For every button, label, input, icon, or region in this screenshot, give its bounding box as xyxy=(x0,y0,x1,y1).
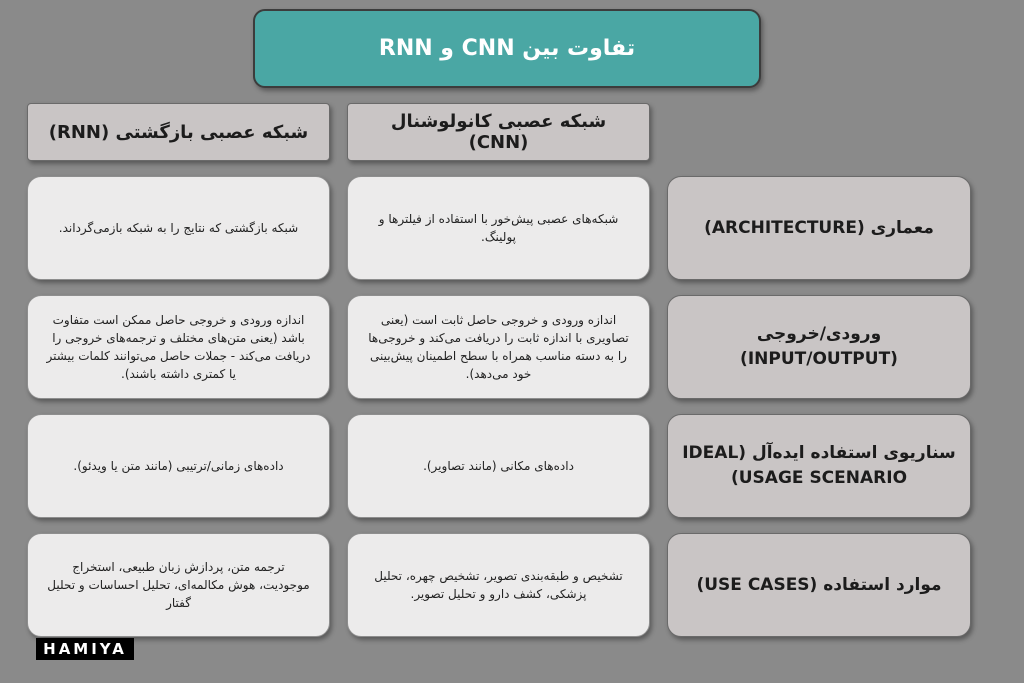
page-title: تفاوت بین CNN و RNN xyxy=(253,9,761,88)
cell-cnn-architecture: شبکه‌های عصبی پیش‌خور با استفاده از فیلترها و پولینگ. xyxy=(347,176,650,280)
column-header-rnn: شبکه عصبی بازگشتی (RNN) xyxy=(27,103,330,161)
cell-cnn-use-cases: تشخیص و طبقه‌بندی تصویر، تشخیص چهره، تحلیل پزشکی، کشف دارو و تحلیل تصویر. xyxy=(347,533,650,637)
row-label-architecture: معماری (ARCHITECTURE) xyxy=(667,176,971,280)
hamiya-logo: HAMIYA xyxy=(36,638,134,660)
cell-rnn-ideal-usage: داده‌های زمانی/ترتیبی (مانند متن یا ویدئو). xyxy=(27,414,330,518)
cell-rnn-architecture: شبکه بازگشتی که نتایج را به شبکه بازمی‌گرداند. xyxy=(27,176,330,280)
row-label-use-cases: موارد استفاده (USE CASES) xyxy=(667,533,971,637)
column-header-cnn: شبکه عصبی کانولوشنال (CNN) xyxy=(347,103,650,161)
row-label-input-output: ورودی/خروجی (INPUT/OUTPUT) xyxy=(667,295,971,399)
row-label-ideal-usage: سناریوی استفاده ایده‌آل (IDEAL USAGE SCENARIO) xyxy=(667,414,971,518)
cell-cnn-input-output: اندازه ورودی و خروجی حاصل ثابت است (یعنی تصاویری با اندازه ثابت را دریافت می‌کند و خروجی‌ها را به دسته مناسب همراه با سطح اطمینان پیش‌بینی خود می‌دهد). xyxy=(347,295,650,399)
cell-cnn-ideal-usage: داده‌های مکانی (مانند تصاویر). xyxy=(347,414,650,518)
cell-rnn-use-cases: ترجمه متن، پردازش زبان طبیعی، استخراج موجودیت، هوش مکالمه‌ای، تحلیل احساسات و تحلیل گفتار xyxy=(27,533,330,637)
cell-rnn-input-output: اندازه ورودی و خروجی حاصل ممکن است متفاوت باشد (یعنی متن‌های مختلف و ترجمه‌های خروجی را دریافت می‌کند - جملات حاصل می‌توانند کلمات بیشتر یا کمتری داشته باشند). xyxy=(27,295,330,399)
